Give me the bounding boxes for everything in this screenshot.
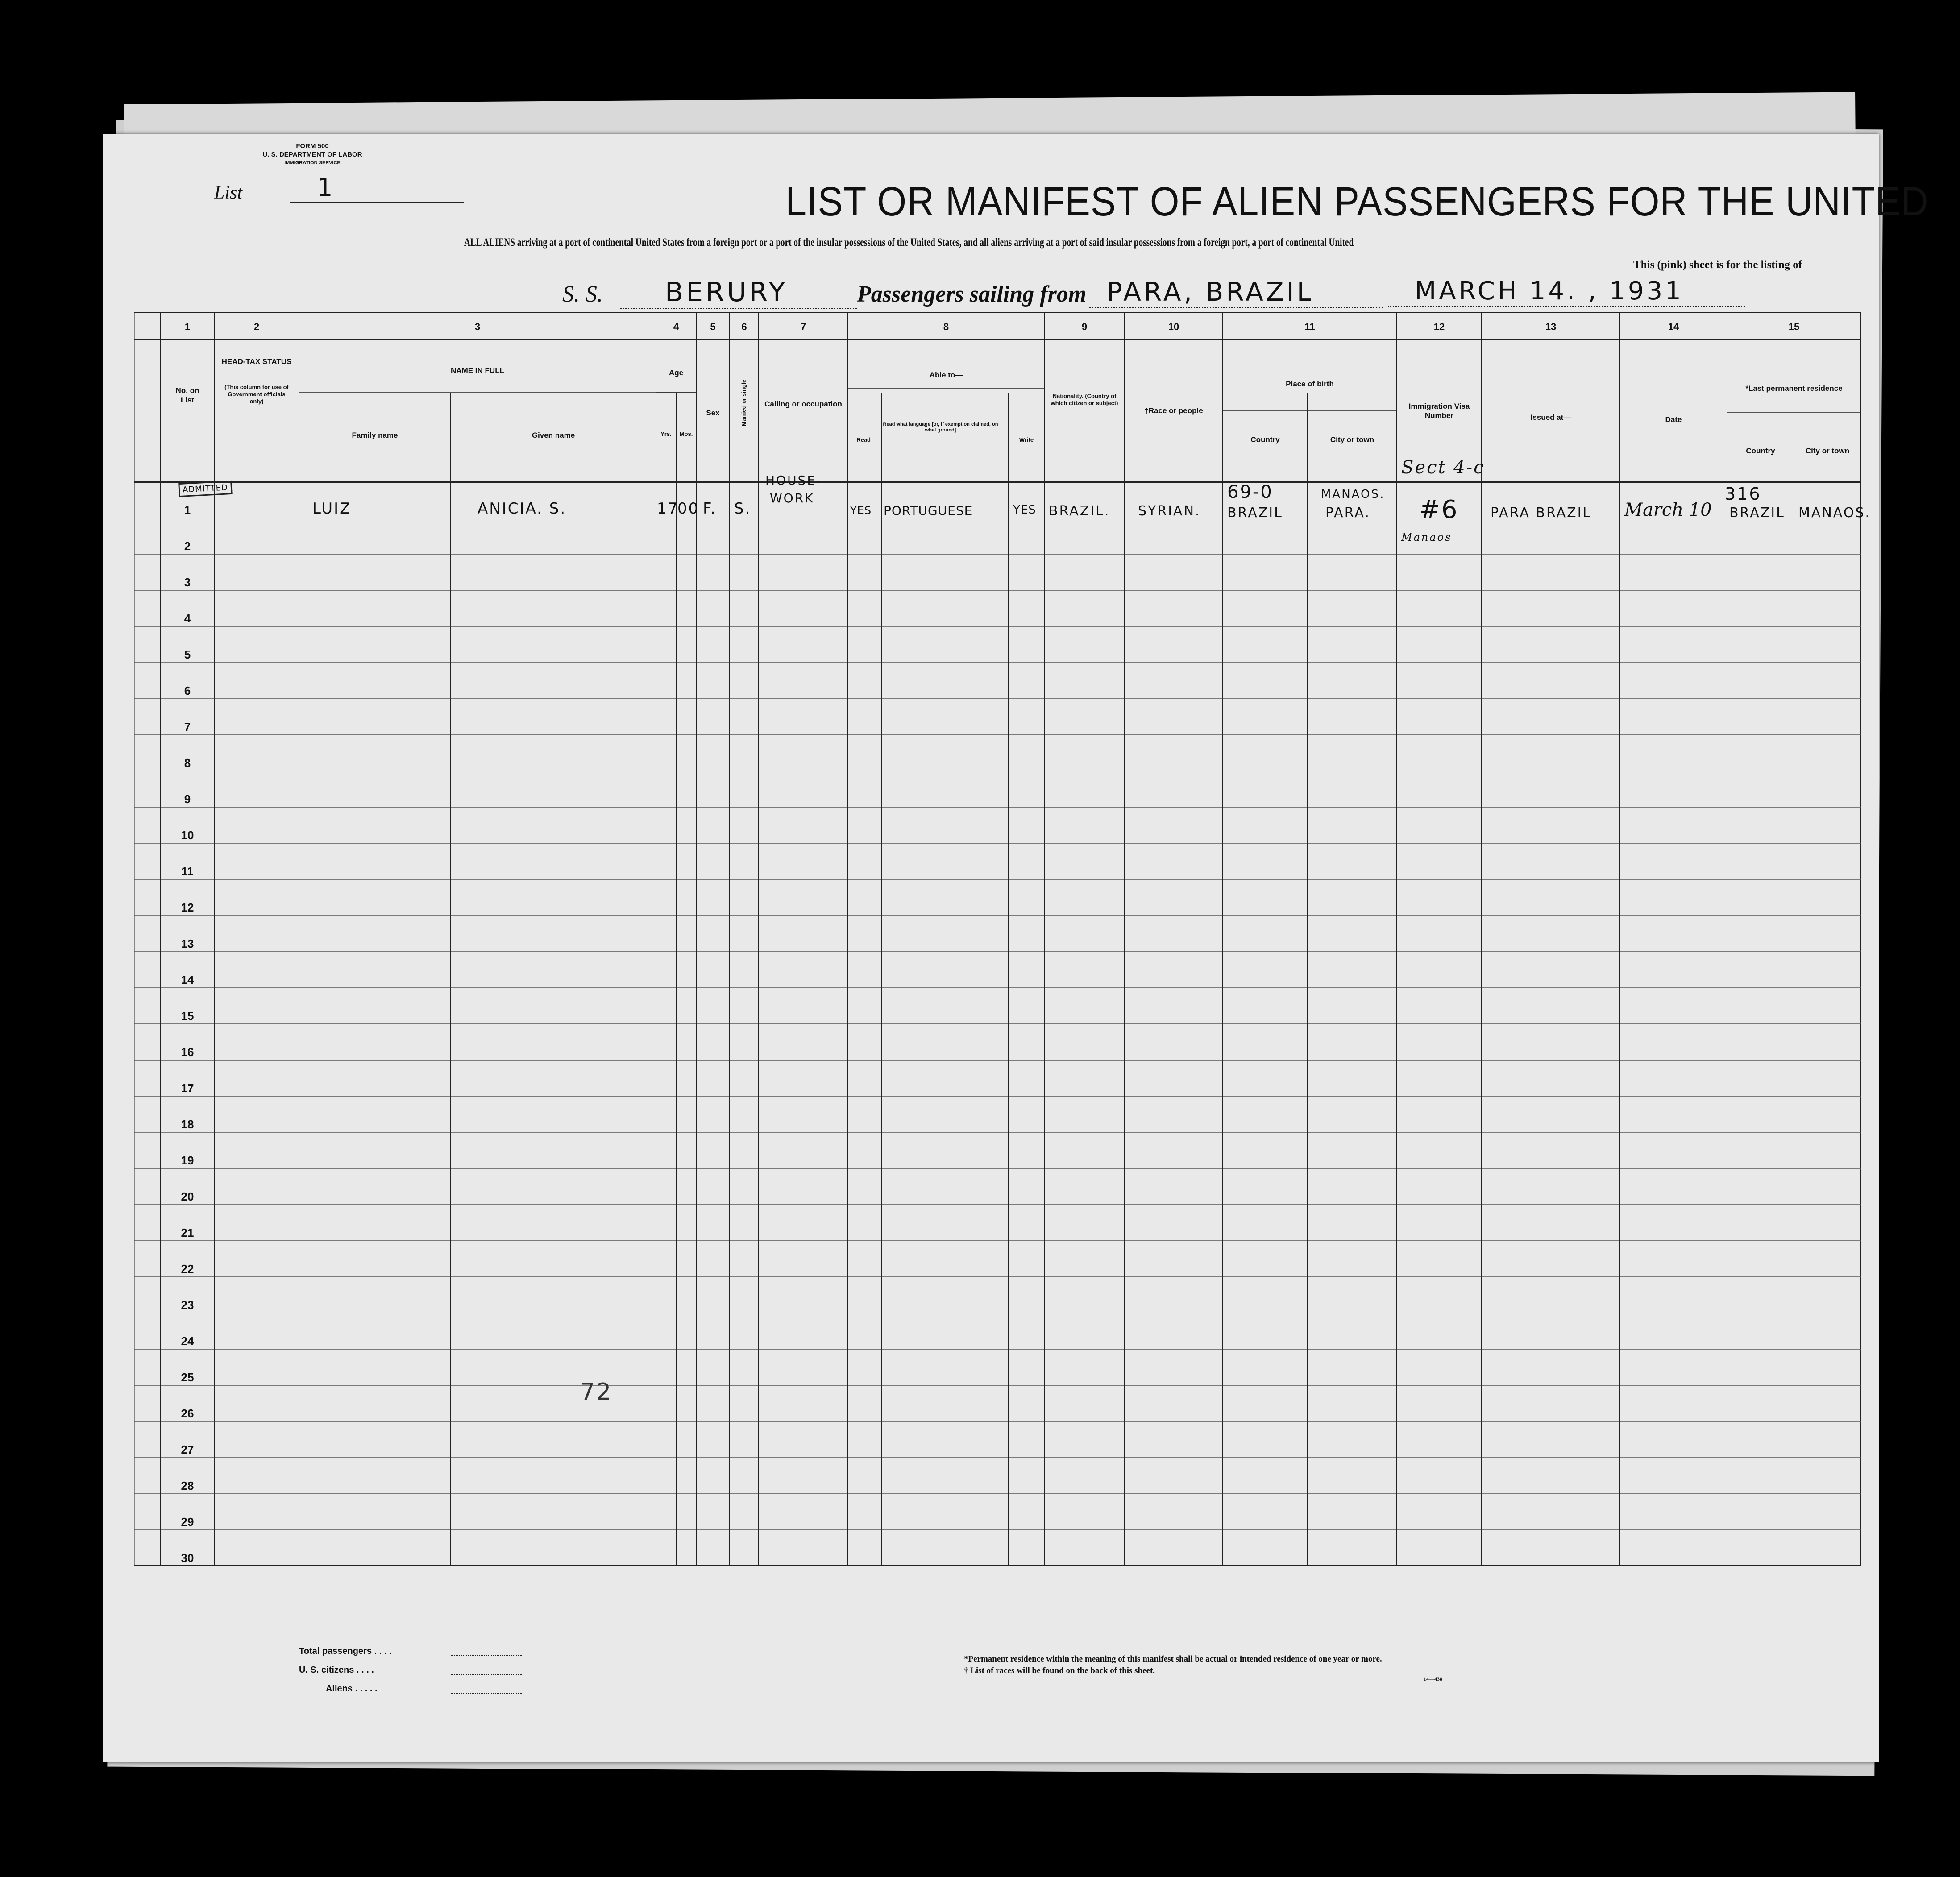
- birth-city-cell-2: PARA.: [1325, 505, 1370, 521]
- birth-note-cell: 69-0: [1227, 482, 1273, 502]
- header-mos: Mos.: [679, 431, 693, 437]
- column-number: 15: [1788, 321, 1800, 332]
- header-date: Date: [1665, 415, 1682, 424]
- column-number: 10: [1168, 321, 1179, 332]
- manifest-sheet: [103, 134, 1929, 1762]
- column-number: 11: [1304, 321, 1315, 332]
- column-number: 5: [710, 321, 716, 332]
- column-number: 13: [1545, 321, 1557, 332]
- header-married: Married or single: [740, 379, 747, 427]
- ship-label: S. S.: [562, 282, 603, 307]
- header-head-tax: HEAD-TAX STATUS: [221, 357, 292, 366]
- column-number: 7: [800, 321, 806, 332]
- race-cell: SYRIAN.: [1138, 503, 1201, 519]
- read-cell: YES: [850, 504, 872, 517]
- row-number: 30: [181, 1551, 194, 1565]
- header-head-tax-note: (This column for use of Government officials only): [224, 384, 289, 405]
- manifest-table: [134, 312, 1871, 1566]
- header-birth-city: City or town: [1330, 435, 1374, 444]
- row-number: 16: [181, 1045, 194, 1059]
- date-cell: March 10: [1624, 500, 1712, 520]
- column-number: 9: [1081, 321, 1088, 332]
- row-number: 26: [181, 1407, 194, 1420]
- residence-country-cell: BRAZIL: [1729, 505, 1785, 521]
- header-read-language: Read what language [or, if exemption claimed, on what ground]: [883, 422, 998, 433]
- issued-at-cell: PARA BRAZIL: [1491, 505, 1592, 521]
- column-number: 2: [253, 321, 260, 332]
- row-number: 21: [181, 1226, 194, 1239]
- row-number: 27: [181, 1443, 194, 1456]
- aliens-label: Aliens . . . . .: [326, 1684, 378, 1694]
- total-passengers-label: Total passengers . . . .: [299, 1646, 392, 1656]
- header-residence-country: Country: [1746, 447, 1775, 455]
- row-number: 17: [181, 1081, 194, 1095]
- row-number: 25: [181, 1371, 194, 1384]
- row-number: 23: [181, 1298, 194, 1312]
- header-sex: Sex: [706, 409, 720, 417]
- row-number: 29: [181, 1515, 194, 1529]
- department-name: U. S. DEPARTMENT OF LABOR: [262, 151, 362, 158]
- row-number: 7: [184, 720, 191, 733]
- us-citizens-line: [451, 1674, 522, 1675]
- row-number: 6: [184, 684, 191, 697]
- admitted-stamp: ADMITTED: [178, 481, 232, 497]
- nationality-cell: BRAZIL.: [1049, 503, 1110, 519]
- total-passengers-line: [451, 1655, 522, 1656]
- header-last-residence: *Last permanent residence: [1745, 384, 1843, 393]
- header-family-name: Family name: [352, 431, 398, 439]
- sex-cell: F.: [703, 500, 717, 518]
- visa-sub-cell: Manaos: [1401, 531, 1452, 543]
- row-number: 2: [184, 539, 191, 553]
- age-months-cell: 00: [677, 500, 700, 518]
- row-number: 12: [181, 901, 194, 914]
- write-cell: YES: [1013, 503, 1036, 517]
- form-number: FORM 500: [296, 142, 329, 150]
- ship-line: [562, 277, 1897, 312]
- row-number: 11: [181, 865, 194, 878]
- column-number: 12: [1433, 321, 1445, 332]
- row-number: 24: [181, 1334, 194, 1348]
- row-number: 1: [184, 503, 191, 517]
- header-visa-number: Immigration Visa Number: [1408, 402, 1470, 420]
- row-number: 10: [181, 829, 194, 842]
- occupation-cell-line2: WORK: [770, 491, 814, 506]
- column-number: 6: [741, 321, 747, 332]
- row-number: 4: [184, 612, 191, 625]
- row-number: 15: [181, 1009, 194, 1023]
- footnote-residence: *Permanent residence within the meaning of this manifest shall be actual or intended residence of one year or more.: [964, 1654, 1382, 1664]
- form-code: 14—438: [1424, 1676, 1442, 1682]
- subtitle-line-1: ALL ALIENS arriving at a port of continental United States from a foreign port or a port of the insular possessions of the United States, and all aliens arriving at a port of said insular possessions from a foreign port, a port of continental United: [464, 236, 1354, 249]
- residence-city-cell: MANAOS.: [1798, 505, 1871, 521]
- row-number: 13: [181, 937, 194, 950]
- header-place-of-birth: Place of birth: [1286, 380, 1334, 388]
- occupation-cell-line1: HOUSE-: [765, 473, 822, 488]
- table-grid-lines: [134, 312, 1861, 1566]
- row-number: 19: [181, 1154, 194, 1167]
- header-name-in-full: NAME IN FULL: [451, 366, 504, 375]
- ship-name: BERURY: [620, 277, 857, 309]
- header-issued-at: Issued at—: [1530, 413, 1571, 422]
- birth-country-cell: BRAZIL: [1227, 505, 1283, 521]
- header-calling: Calling or occupation: [764, 400, 842, 408]
- row-number: 22: [181, 1262, 194, 1276]
- header-write: Write: [1019, 436, 1034, 443]
- margin-note: 72: [580, 1379, 613, 1405]
- header-able-to: Able to—: [929, 371, 963, 379]
- language-cell: PORTUGUESE: [884, 503, 973, 518]
- given-name-cell: ANICIA. S.: [478, 500, 567, 518]
- service-name: IMMIGRATION SERVICE: [284, 160, 341, 166]
- sailing-date: MARCH 14. , 1931: [1388, 277, 1745, 307]
- page-title: LIST OR MANIFEST OF ALIEN PASSENGERS FOR THE UNITED: [785, 179, 1929, 224]
- header-nationality: Nationality. (Country of which citizen or subject): [1051, 393, 1118, 406]
- us-citizens-label: U. S. citizens . . . .: [299, 1665, 374, 1675]
- sailing-label: Passengers sailing from: [857, 282, 1087, 307]
- sailing-port: PARA, BRAZIL: [1089, 277, 1383, 308]
- list-label: List: [214, 182, 243, 203]
- aliens-line: [451, 1693, 522, 1694]
- form-identifier: [214, 142, 411, 167]
- birth-city-cell: MANAOS.: [1321, 488, 1385, 501]
- header-race: †Race or people: [1144, 406, 1203, 415]
- header-age: Age: [669, 369, 684, 377]
- header-residence-city: City or town: [1805, 447, 1850, 455]
- row-number: 20: [181, 1190, 194, 1203]
- row-number: 3: [184, 576, 191, 589]
- row-number: 14: [181, 973, 194, 986]
- list-number: 1: [290, 173, 464, 203]
- row-number: 8: [184, 756, 191, 770]
- row-number: 5: [184, 648, 191, 661]
- footer: [103, 1570, 1879, 1762]
- header-birth-country: Country: [1250, 435, 1280, 444]
- column-number: 3: [474, 321, 481, 332]
- visa-number-cell: #6: [1419, 495, 1459, 524]
- footnote-races: † List of races will be found on the back of this sheet.: [964, 1666, 1155, 1675]
- header-read: Read: [856, 436, 871, 443]
- visa-note-cell: Sect 4-c: [1401, 457, 1485, 478]
- column-number: 1: [184, 321, 191, 332]
- row-number: 28: [181, 1479, 194, 1492]
- header-given-name: Given name: [532, 431, 575, 439]
- subtitle-line-2: This (pink) sheet is for the listing of: [1633, 259, 1802, 271]
- date-note-cell: 316: [1725, 484, 1761, 504]
- row-number: 18: [181, 1118, 194, 1131]
- column-number: 8: [943, 321, 949, 332]
- row-number: 9: [184, 792, 191, 806]
- column-number: 4: [673, 321, 679, 332]
- family-name-cell: LUIZ: [312, 500, 352, 518]
- header-yrs: Yrs.: [660, 431, 672, 437]
- header-no-on-list: No. on List: [175, 386, 199, 404]
- married-cell: S.: [734, 500, 752, 518]
- age-years-cell: 17: [657, 500, 679, 518]
- column-number: 14: [1668, 321, 1679, 332]
